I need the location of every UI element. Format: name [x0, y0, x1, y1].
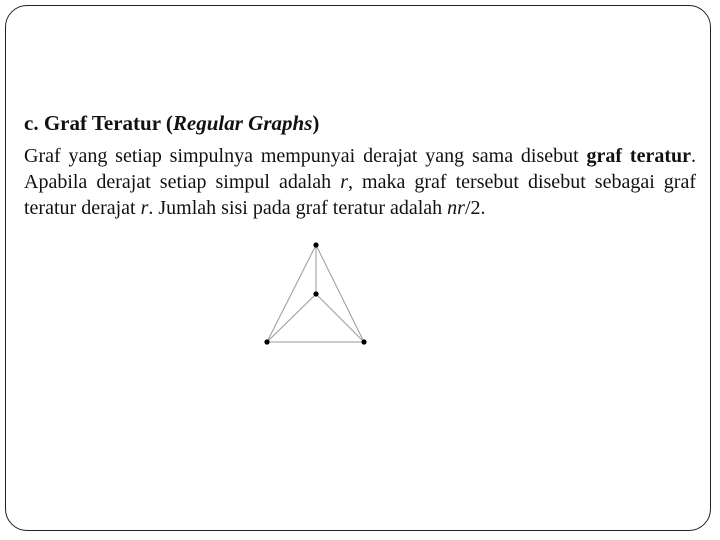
graph-vertex-top [313, 242, 318, 247]
bold-term: graf teratur [586, 145, 691, 167]
graph-edge-top-bottom-left [267, 245, 316, 342]
heading-suffix: ) [312, 111, 320, 135]
graph-vertex-center [313, 291, 318, 296]
formula-div: /2. [464, 197, 486, 219]
graph-vertex-bottom-right [361, 339, 366, 344]
paragraph-text-2: . Apabila derajat setiap simpul adalah [24, 145, 696, 193]
graph-vertex-bottom-left [264, 339, 269, 344]
variable-r-2: r [140, 197, 149, 219]
heading-italic: Regular Graphs [172, 111, 313, 135]
graph-edge-center-bottom-right [316, 294, 364, 342]
heading-prefix: c. Graf Teratur ( [24, 111, 173, 135]
graph-edge-center-bottom-left [267, 294, 316, 342]
formula-nr: nr [447, 197, 465, 219]
paragraph-text-1: Graf yang setiap simpulnya mempunyai derajat yang sama disebut [24, 145, 587, 167]
variable-r-1: r [340, 171, 348, 193]
paragraph-text-4: . Jumlah sisi pada graf teratur adalah [148, 197, 448, 219]
paragraph-text-3: , maka graf tersebut disebut sebagai graf teratur derajat [24, 171, 696, 219]
graph-edge-top-bottom-right [316, 245, 364, 342]
